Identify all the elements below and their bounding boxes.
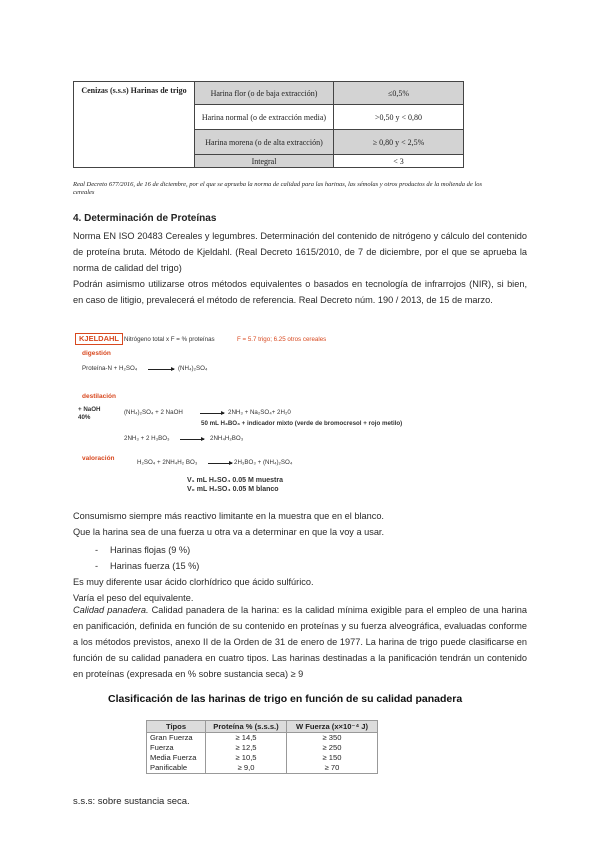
ash-value-cell: ≥ 0,80 y < 2,5% bbox=[334, 130, 464, 155]
v0-label: V₀ mL H₂SO₄ 0.05 M blanco bbox=[187, 486, 279, 493]
table-cell: ≥ 10,5 bbox=[206, 753, 287, 763]
ash-table-label: Cenizas (s.s.s) Harinas de trigo bbox=[74, 82, 195, 168]
table-cell: Gran Fuerza bbox=[147, 733, 206, 744]
reaction-arrow-icon bbox=[148, 369, 174, 370]
ash-content-table bbox=[73, 81, 464, 168]
note-line: Es muy diferente usar ácido clorhídrico que ácido sulfúrico. bbox=[73, 577, 314, 587]
table-cell: ≥ 150 bbox=[287, 753, 378, 763]
ash-value-cell: < 3 bbox=[334, 155, 464, 168]
table-cell: Media Fuerza bbox=[147, 753, 206, 763]
ash-type-cell: Integral bbox=[195, 155, 334, 168]
kjeldahl-factor: F = 5.7 trigo; 6.25 otros cereales bbox=[237, 336, 327, 343]
table-cell: ≥ 14,5 bbox=[206, 733, 287, 744]
ash-value-cell: ≤0,5% bbox=[334, 82, 464, 105]
note-line: Consumismo siempre más reactivo limitante en la muestra que en el blanco. bbox=[73, 511, 384, 521]
table-row bbox=[147, 753, 378, 763]
classification-table bbox=[146, 720, 378, 774]
digestion-label: digestión bbox=[82, 350, 111, 357]
column-header: Tipos bbox=[147, 721, 206, 733]
destilacion-label: destilación bbox=[82, 393, 116, 400]
quality-paragraph bbox=[73, 602, 527, 682]
table-cell: ≥ 12,5 bbox=[206, 743, 287, 753]
ash-table-footnote: Real Decreto 677/2016, de 16 de diciembre, por el que se aprueba la norma de calidad para las harinas, las sémolas y otros productos de la molienda de los cereales bbox=[73, 181, 483, 196]
kjeldahl-title: KJELDAHL bbox=[75, 333, 123, 345]
destilacion2-reactant: 2NH₃ + 2 H₃BO₃ bbox=[124, 435, 170, 442]
column-header: Proteína % (s.s.s.) bbox=[206, 721, 287, 733]
table-cell: Fuerza bbox=[147, 743, 206, 753]
bullet-dash-icon: - bbox=[95, 561, 99, 571]
paragraph-nir: Podrán asimismo utilizarse otros métodos equivalentes o basados en tecnología de infrarrojos (NIR), si bien, en caso de litigio, prevalecerá el método de referencia. Real Decreto núm. 190 / 2013, de 15 de marzo. bbox=[73, 279, 527, 305]
kjeldahl-formula: Nitrógeno total x F = % proteínas bbox=[124, 336, 215, 343]
table-row bbox=[147, 743, 378, 753]
reaction-arrow-icon bbox=[208, 463, 232, 464]
note-line: Varía el peso del equivalente. bbox=[73, 593, 194, 603]
reaction-arrow-icon bbox=[180, 439, 204, 440]
table-cell: ≥ 9,0 bbox=[206, 763, 287, 774]
table-cell: ≥ 250 bbox=[287, 743, 378, 753]
valoracion-label: valoración bbox=[82, 455, 115, 462]
table-row bbox=[147, 733, 378, 744]
column-header: W Fuerza (x×10⁻⁴ J) bbox=[287, 721, 378, 733]
note-line: Que la harina sea de una fuerza u otra va a determinar en que la voy a usar. bbox=[73, 527, 385, 537]
v1-label: V₁ mL H₂SO₄ 0.05 M muestra bbox=[187, 477, 283, 484]
digestion-reactant: Proteína-N + H₂SO₄ bbox=[82, 365, 138, 372]
naoh-note: + NaOH 40% bbox=[78, 406, 101, 421]
quality-text: Calidad panadera de la harina: es la calidad mínima exigible para el empleo de una harina en panificación, definida en función de su contenido en proteínas y su fuerza alveográfica, evaluadas conforme a los métodos previstos, anexo II de la Orden de 31 de enero de 1977. La harina de trigo puede clasificarse en función de su calidad panadera en cuatro tipos. Las harinas destinadas a la panificación tendrán un contenido en proteínas (expresada en % sobre sustancia seca) ≥ 9 bbox=[73, 605, 528, 679]
paragraph-method: Norma EN ISO 20483 Cereales y legumbres. Determinación del contenido de nitrógeno y cálculo del contenido de proteína bruta. Método de Kjeldahl. (Real Decreto 1615/2010, de 7 de diciembre, por el que se aprueba la norma de calidad del trigo) bbox=[73, 231, 527, 273]
ash-type-cell: Harina morena (o de alta extracción) bbox=[195, 130, 334, 155]
ash-type-cell: Harina flor (o de baja extracción) bbox=[195, 82, 334, 105]
list-item: Harinas flojas (9 %) bbox=[110, 545, 191, 555]
table-cell: ≥ 350 bbox=[287, 733, 378, 744]
list-item: Harinas fuerza (15 %) bbox=[110, 561, 200, 571]
quality-italic-term: Calidad panadera. bbox=[73, 605, 149, 615]
ash-value-cell: >0,50 y < 0,80 bbox=[334, 105, 464, 130]
destilacion2-product: 2NH₄H₂BO₃ bbox=[210, 435, 244, 442]
destilacion-product: 2NH₃ + Na₂SO₄+ 2H₂0 bbox=[228, 409, 291, 416]
table-cell: ≥ 70 bbox=[287, 763, 378, 774]
reaction-arrow-icon bbox=[200, 413, 224, 414]
valoracion-product: 2H₃BO₃ + (NH₄)₂SO₄ bbox=[234, 459, 293, 466]
destilacion-reactant: (NH₄)₂SO₄ + 2 NaOH bbox=[124, 409, 183, 416]
classification-title: Clasificación de las harinas de trigo en función de su calidad panadera bbox=[108, 693, 463, 705]
section-heading: 4. Determinación de Proteínas bbox=[73, 213, 217, 224]
table-row bbox=[147, 763, 378, 774]
destilacion-note: 50 mL H₃BO₃ + indicador mixto (verde de bromocresol + rojo metilo) bbox=[201, 420, 403, 427]
ash-type-cell: Harina normal (o de extracción media) bbox=[195, 105, 334, 130]
digestion-product: (NH₄)₂SO₄ bbox=[178, 365, 208, 372]
classification-footnote: s.s.s: sobre sustancia seca. bbox=[73, 796, 190, 807]
valoracion-reaction: H₂SO₄ + 2NH₄H₂ BO₃ bbox=[137, 459, 198, 466]
table-cell: Panificable bbox=[147, 763, 206, 774]
bullet-dash-icon: - bbox=[95, 545, 99, 555]
